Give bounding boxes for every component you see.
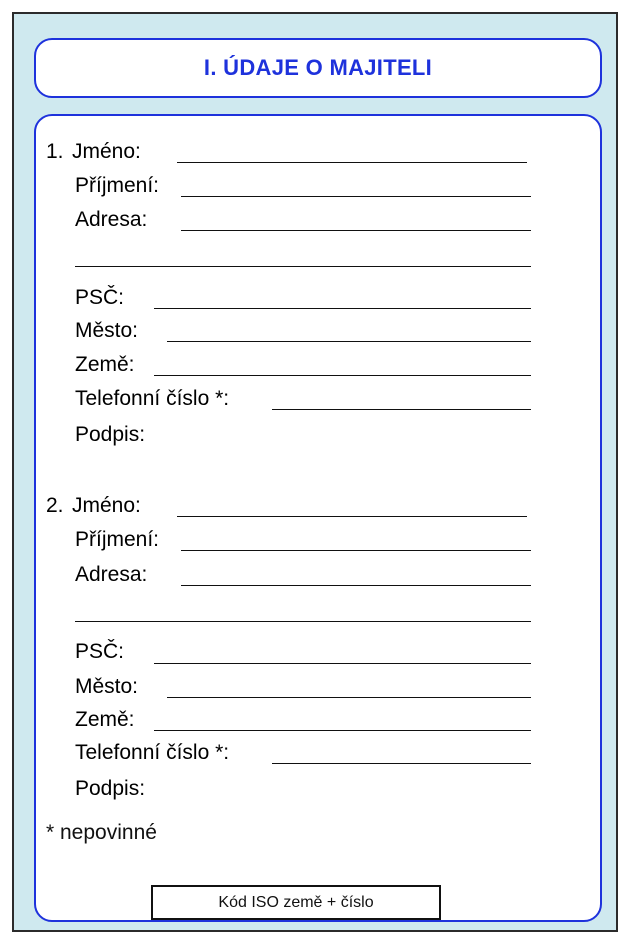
country-label: Země:: [75, 708, 135, 731]
name-field[interactable]: [177, 516, 527, 517]
surname-label: Příjmení:: [75, 528, 160, 551]
surname-field[interactable]: [181, 196, 531, 197]
owner-number: 1.: [46, 140, 64, 163]
phone-label: Telefonní číslo *:: [75, 387, 230, 410]
zip-label: PSČ:: [75, 640, 125, 663]
phone-label: Telefonní číslo *:: [75, 741, 230, 764]
country-label: Země:: [75, 353, 135, 376]
city-label: Město:: [75, 319, 139, 342]
city-field[interactable]: [167, 697, 531, 698]
address-field[interactable]: [181, 585, 531, 586]
country-field[interactable]: [154, 375, 531, 376]
signature-label: Podpis:: [75, 423, 146, 446]
passport-page: [12, 12, 618, 932]
name-field[interactable]: [177, 162, 527, 163]
zip-field[interactable]: [154, 308, 531, 309]
name-label: Jméno:: [72, 140, 141, 163]
address-field-line-2[interactable]: [75, 621, 531, 622]
name-label: Jméno:: [72, 494, 141, 517]
section-title: I. ÚDAJE O MAJITELI: [203, 55, 433, 80]
owner-number: 2.: [46, 494, 64, 517]
address-label: Adresa:: [75, 563, 148, 586]
optional-footnote: * nepovinné: [46, 821, 157, 844]
iso-code-label: Kód ISO země + číslo: [218, 893, 374, 911]
owner-form: [34, 114, 602, 922]
city-field[interactable]: [167, 341, 531, 342]
zip-field[interactable]: [154, 663, 531, 664]
surname-label: Příjmení:: [75, 174, 160, 197]
city-label: Město:: [75, 675, 139, 698]
country-field[interactable]: [154, 730, 531, 731]
phone-field[interactable]: [272, 763, 531, 764]
address-field-line-2[interactable]: [75, 266, 531, 267]
address-field[interactable]: [181, 230, 531, 231]
surname-field[interactable]: [181, 550, 531, 551]
zip-label: PSČ:: [75, 286, 125, 309]
address-label: Adresa:: [75, 208, 148, 231]
section-title-box: [34, 38, 602, 98]
iso-code-box: [151, 885, 441, 920]
phone-field[interactable]: [272, 409, 531, 410]
signature-label: Podpis:: [75, 777, 146, 800]
